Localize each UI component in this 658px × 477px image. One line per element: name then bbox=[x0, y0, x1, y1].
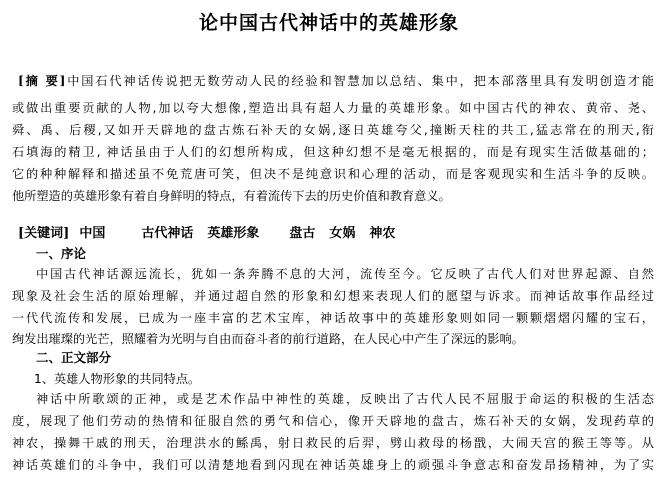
section1-line-3: 一代代流传和发展，已成为一座丰富的艺术宝库，神话故事中的英雄形象则如同一颗颗熠熠闪耀的宝石， bbox=[12, 311, 654, 325]
abstract-line-2: 或做出重要贡献的人物,加以夸大想像,塑造出具有超人力量的英雄形象。如中国古代的神农、黄帝、尧、 bbox=[12, 101, 654, 115]
section2-line-2: 度，展现了他们劳动的热情和征服自然的勇气和信心，像开天辟地的盘古，炼石补天的女娲，发现药草的 bbox=[12, 414, 654, 428]
abstract-line-1 bbox=[18, 73, 654, 89]
abstract-line-3: 舜、禹、后稷,又如开天辟地的盘古炼石补天的女娲,逐日英雄夸父,撞断天柱的共工,猛志常在的刑天,衔 bbox=[12, 123, 654, 137]
section1-line-4: 绚发出璀璨的光芒，照耀着为光明与自由而奋斗者的前行道路，在人民心中产生了深远的影响。 bbox=[12, 332, 524, 346]
abstract-line-6: 他所塑造的英雄形象有着自身鲜明的特点，有着流传下去的历史价值和教育意义。 bbox=[12, 189, 451, 203]
section1-line-2: 现象及社会生活的原始理解，并通过超自然的形象和幻想来表现人们的愿望与诉求。而神话故事作品经过 bbox=[12, 289, 654, 303]
section1-line-1: 中国古代神话源远流长，犹如一条奔腾不息的大河，流传至今。它反映了古代人们对世界起源、自然 bbox=[36, 267, 654, 281]
abstract-line-4: 石填海的精卫, 神话虽由于人们的幻想所构成，但这种幻想不是毫无根据的，而是有现实生活做基础的； bbox=[12, 145, 654, 159]
section2-line-3: 神农，操舞干戚的刑天，治理洪水的鲧禹，射日救民的后羿，劈山救母的杨戬，大闹天宫的猴王等等。从 bbox=[12, 436, 654, 450]
page-title: 论中国古代神话中的英雄形象 bbox=[198, 12, 459, 34]
keyword-item: 盘古 bbox=[289, 226, 316, 241]
keyword-item: 女娲 bbox=[329, 226, 356, 241]
section1-heading: 一、序论 bbox=[36, 246, 87, 261]
keyword-item: 中国 bbox=[79, 226, 106, 241]
section2-heading: 二、正文部分 bbox=[36, 350, 112, 365]
section2-subheading: 1、英雄人物形象的共同特点。 bbox=[34, 372, 201, 386]
abstract-text-1: 中国石代神话传说把无数劳动人民的经验和智慧加以总结、集中，把本部落里具有发明创造才能 bbox=[65, 74, 654, 88]
abstract-label: [摘 要] bbox=[18, 74, 66, 88]
section2-line-1: 神话中所歌颂的正神，或是艺术作品中神性的英雄，反映出了古代人民不屈服于命运的积极的生活态 bbox=[36, 392, 654, 406]
keywords-label: [关键词] bbox=[18, 226, 70, 241]
keyword-item: 神农 bbox=[369, 226, 396, 241]
keyword-item: 古代神话 bbox=[141, 226, 194, 241]
keyword-item: 英雄形象 bbox=[207, 226, 260, 241]
abstract-line-5: 它的种种解释和描述虽不免荒唐可笑，但决不是纯意识和心理的活动，而是客观现实和生活斗争的反映。 bbox=[12, 167, 654, 181]
section2-line-4: 神话英雄们的斗争中，我们可以清楚地看到闪现在神话英雄身上的顽强斗争意志和奋发昂扬精神，为了实 bbox=[12, 458, 654, 472]
keywords-row bbox=[18, 226, 658, 242]
